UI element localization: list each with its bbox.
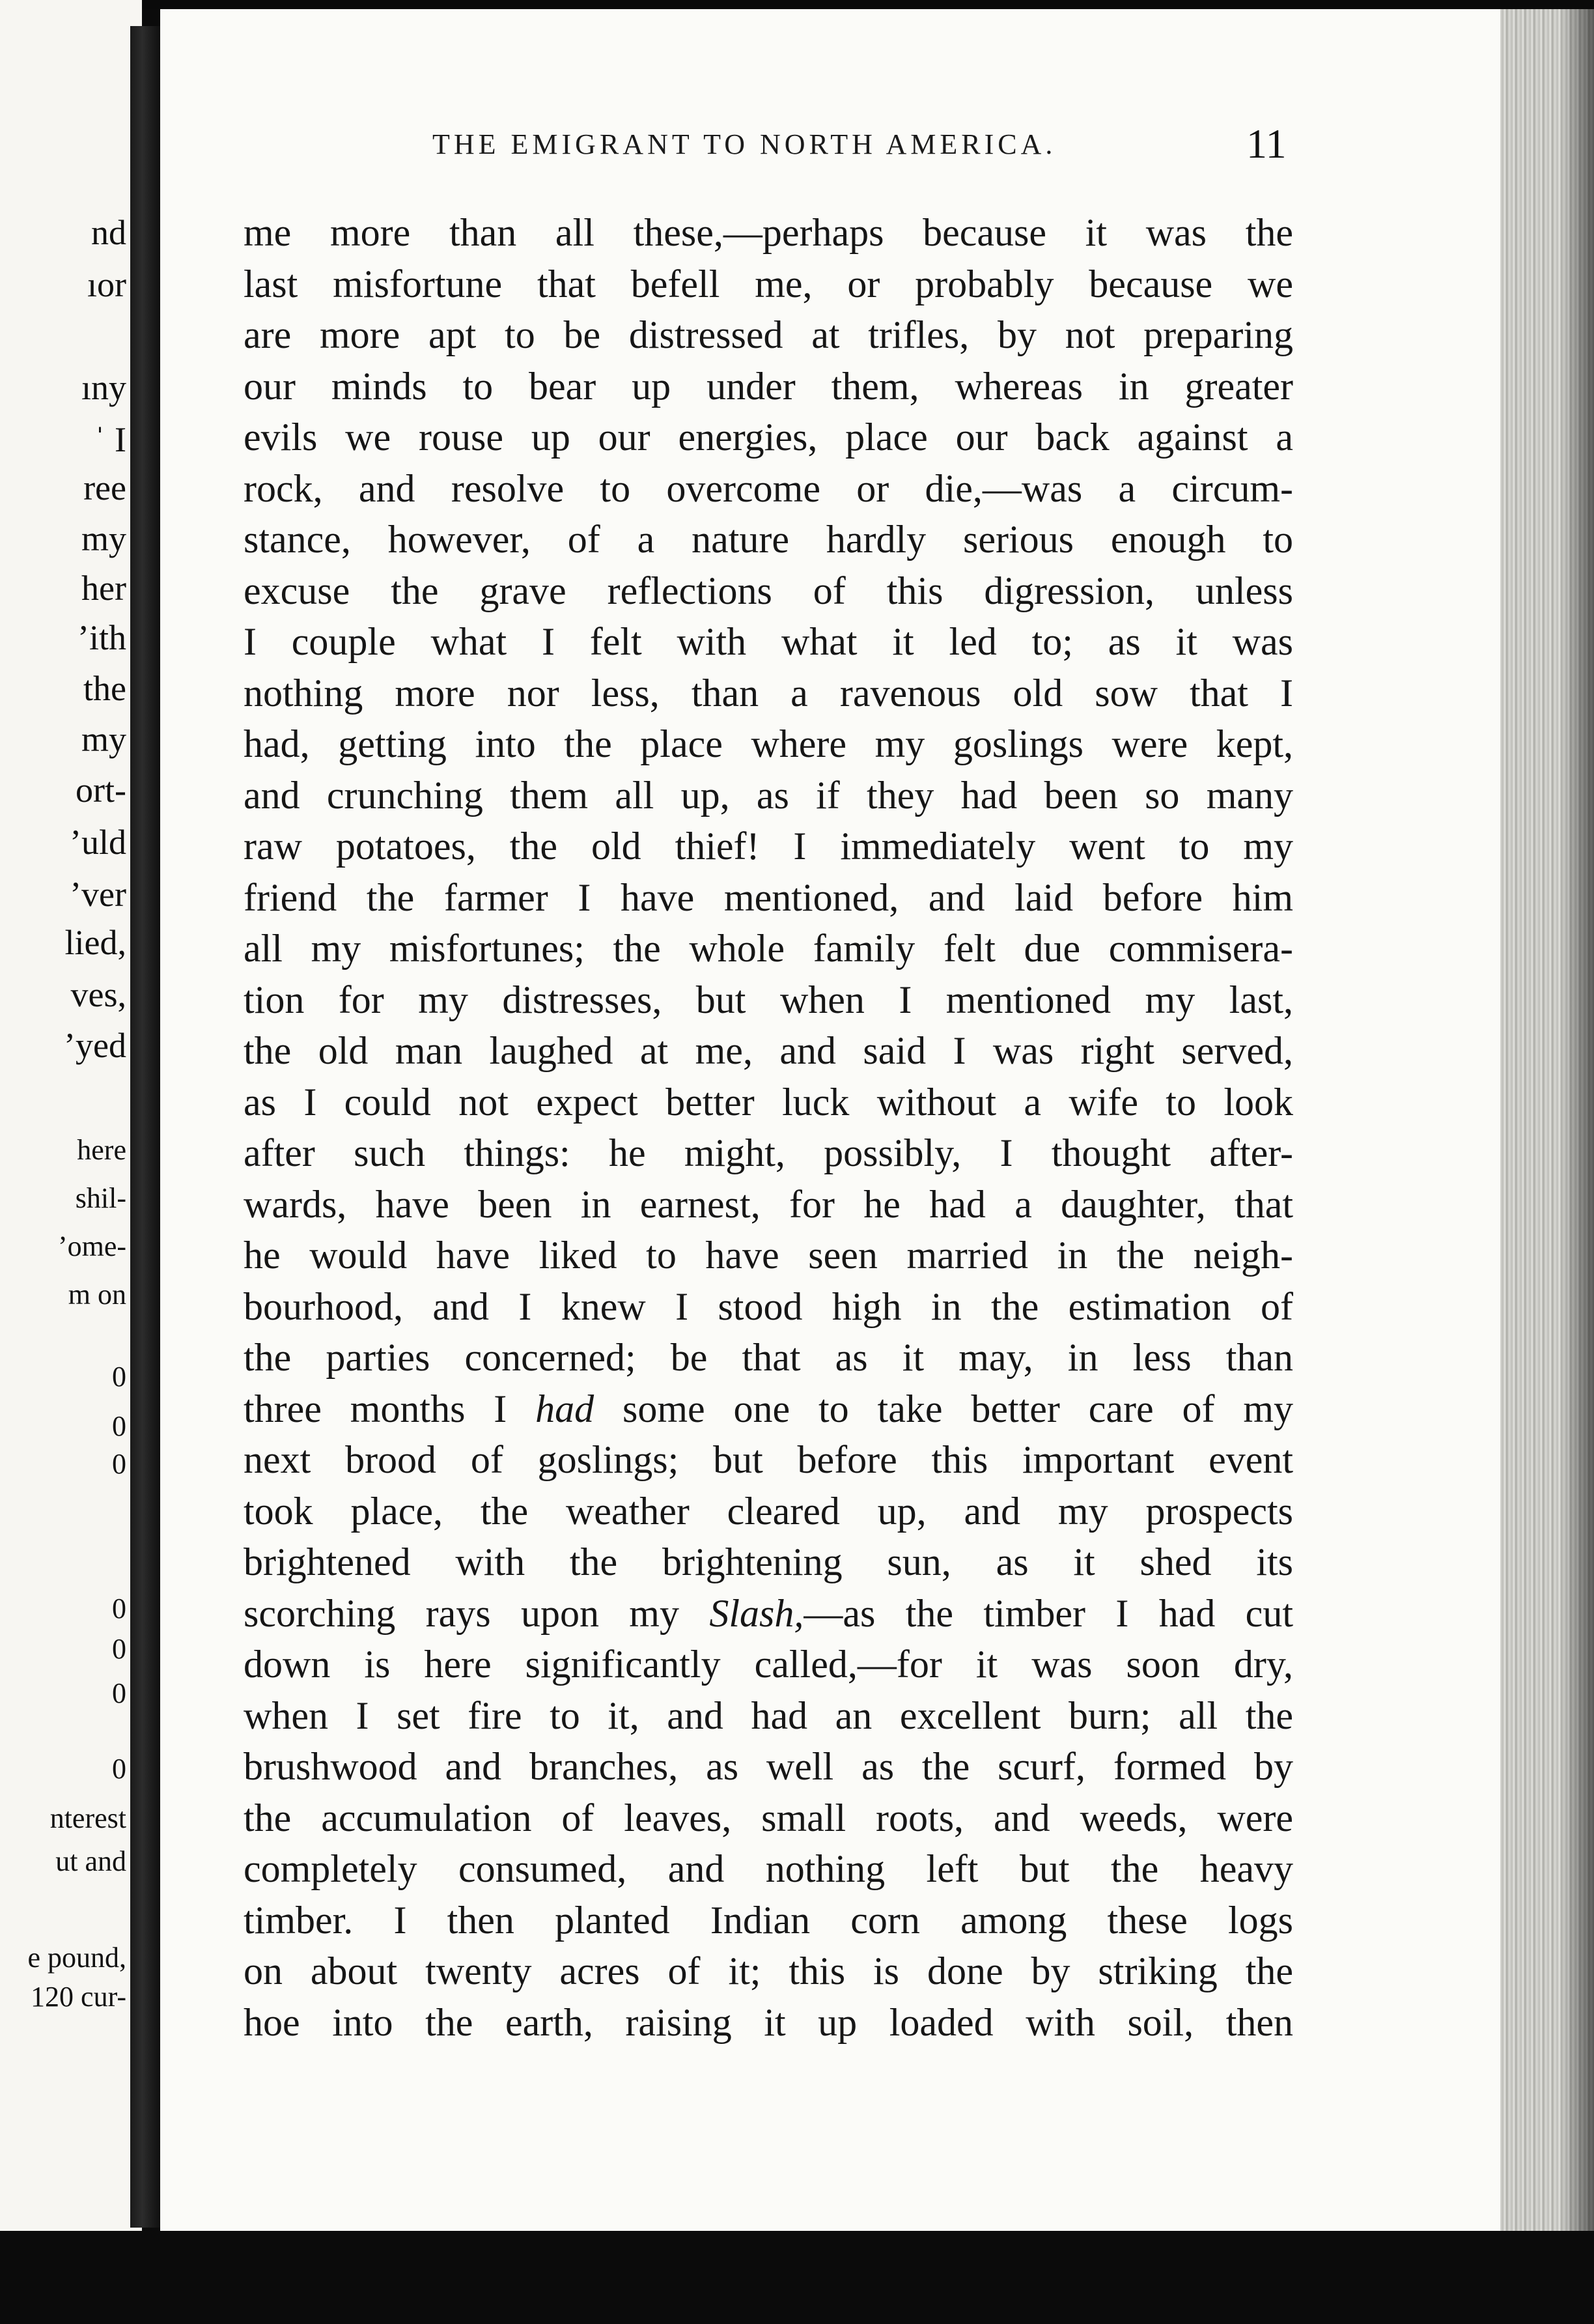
text-line: me more than all these,—perhaps because it was the bbox=[244, 211, 1293, 254]
body-text bbox=[244, 207, 1293, 2048]
previous-page-fragment: ʼome- bbox=[57, 1230, 126, 1262]
text-line: excuse the grave reflections of this digression, unless bbox=[244, 569, 1293, 612]
text-line: rock, and resolve to overcome or die,—was a circum- bbox=[244, 466, 1293, 510]
text-line: hoe into the earth, raising it up loaded with soil, then bbox=[244, 2000, 1293, 2044]
previous-page-fragment: ut and bbox=[55, 1845, 126, 1877]
previous-page-fragment: here bbox=[77, 1134, 126, 1166]
previous-page-fragment: lied, bbox=[64, 923, 126, 962]
page-number: 11 bbox=[1246, 120, 1287, 167]
previous-page-fragment: 0 bbox=[112, 1448, 126, 1480]
text-line: the old man laughed at me, and said I was right served, bbox=[244, 1029, 1293, 1072]
text-line: last misfortune that befell me, or probably because we bbox=[244, 262, 1293, 305]
text-line: as I could not expect better luck without a wife to look bbox=[244, 1080, 1293, 1124]
previous-page-fragment: ıny bbox=[81, 368, 126, 407]
text-line: the accumulation of leaves, small roots, and weeds, were bbox=[244, 1796, 1293, 1839]
previous-page-fragment: 0 bbox=[112, 1677, 126, 1709]
running-title: THE EMIGRANT TO NORTH AMERICA. bbox=[432, 128, 1057, 160]
previous-page-fragment: 0 bbox=[112, 1410, 126, 1442]
text-line: after such things: he might, possibly, I thought after- bbox=[244, 1131, 1293, 1174]
text-line: tion for my distresses, but when I mentioned my last, bbox=[244, 978, 1293, 1021]
previous-page-fragment: ort- bbox=[76, 771, 126, 810]
text-line: nothing more nor less, than a ravenous old sow that I bbox=[244, 671, 1293, 715]
book-gutter bbox=[130, 26, 160, 2228]
scan-border-top bbox=[0, 0, 1594, 9]
text-line: took place, the weather cleared up, and my prospects bbox=[244, 1489, 1293, 1533]
previous-page-fragment: ʼyed bbox=[64, 1026, 126, 1065]
previous-page-fragment: 0 bbox=[112, 1593, 126, 1624]
previous-page-fragment: ves, bbox=[70, 975, 126, 1014]
previous-page-fragment: nd bbox=[91, 213, 126, 252]
page-edges-shadow bbox=[1563, 9, 1594, 2233]
scan-border-bottom bbox=[0, 2231, 1594, 2324]
text-line: brushwood and branches, as well as the scurf, formed by bbox=[244, 1745, 1293, 1788]
text-line: bourhood, and I knew I stood high in the estimation of bbox=[244, 1284, 1293, 1328]
previous-page-fragment: 0 bbox=[112, 1361, 126, 1393]
text-line: and crunching them all up, as if they had been so many bbox=[244, 773, 1293, 817]
text-line: I couple what I felt with what it led to; as it was bbox=[244, 620, 1293, 663]
text-line: are more apt to be distressed at trifles, by not preparing bbox=[244, 313, 1293, 356]
text-line: wards, have been in earnest, for he had a daughter, that bbox=[244, 1182, 1293, 1226]
text-line: down is here significantly called,—for it was soon dry, bbox=[244, 1643, 1293, 1686]
previous-page-fragment: shil- bbox=[75, 1182, 126, 1214]
text-line: evils we rouse up our energies, place our back against a bbox=[244, 416, 1293, 459]
previous-page-fragment: nterest bbox=[49, 1802, 126, 1834]
text-line: had, getting into the place where my goslings were kept, bbox=[244, 722, 1293, 765]
text-line: scorching rays upon my Slash,—as the timber I had cut bbox=[244, 1591, 1293, 1635]
previous-page-fragment: ˈ I bbox=[94, 420, 126, 459]
previous-page-fragment: ʼuld bbox=[70, 823, 126, 862]
text-line: he would have liked to have seen married in the neigh- bbox=[244, 1234, 1293, 1277]
previous-page-fragment: ʼver bbox=[70, 875, 126, 914]
text-line: all my misfortunes; the whole family felt due commisera- bbox=[244, 927, 1293, 970]
text-line: raw potatoes, the old thief! I immediately went to my bbox=[244, 825, 1293, 868]
previous-page-fragment: the bbox=[83, 669, 126, 708]
text-line: stance, however, of a nature hardly serious enough to bbox=[244, 518, 1293, 561]
text-line: the parties concerned; be that as it may, in less than bbox=[244, 1336, 1293, 1379]
text-line: friend the farmer I have mentioned, and laid before him bbox=[244, 875, 1293, 919]
previous-page bbox=[0, 0, 142, 2231]
text-line: our minds to bear up under them, whereas in greater bbox=[244, 364, 1293, 408]
text-line: on about twenty acres of it; this is done by striking the bbox=[244, 1949, 1293, 1992]
previous-page-fragment: e pound, bbox=[27, 1942, 126, 1974]
text-line: next brood of goslings; but before this important event bbox=[244, 1438, 1293, 1481]
previous-page-fragment: 0 bbox=[112, 1633, 126, 1665]
previous-page-fragment: m on bbox=[68, 1279, 126, 1311]
text-line: three months I had some one to take better care of my bbox=[244, 1387, 1293, 1430]
text-line: timber. I then planted Indian corn among these logs bbox=[244, 1898, 1293, 1942]
previous-page-fragment: my bbox=[81, 519, 126, 558]
previous-page-fragment: my bbox=[81, 720, 126, 759]
text-line: when I set fire to it, and had an excellent burn; all the bbox=[244, 1693, 1293, 1737]
previous-page-fragment: her bbox=[81, 569, 126, 608]
previous-page-fragment: ree bbox=[83, 468, 126, 507]
previous-page-fragment: ʼith bbox=[77, 618, 126, 657]
previous-page-fragment: ıor bbox=[87, 265, 126, 304]
text-line: brightened with the brightening sun, as it shed its bbox=[244, 1540, 1293, 1583]
previous-page-fragment: 0 bbox=[112, 1753, 126, 1785]
text-line: completely consumed, and nothing left but the heavy bbox=[244, 1847, 1293, 1890]
previous-page-fragment: 120 cur- bbox=[31, 1981, 126, 2013]
